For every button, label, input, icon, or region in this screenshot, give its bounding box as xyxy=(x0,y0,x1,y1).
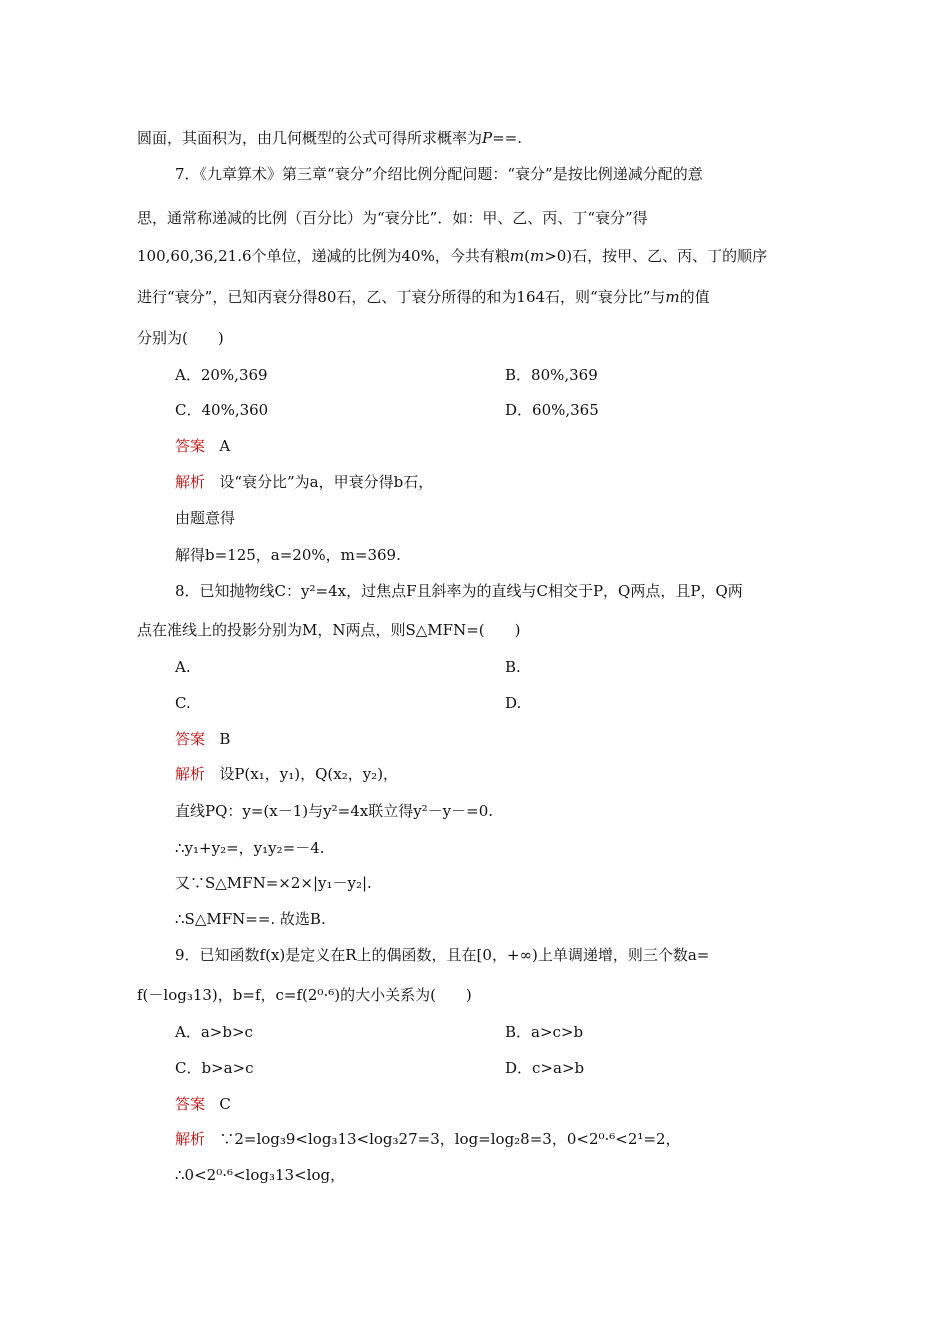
answer-label: 答案 xyxy=(175,730,206,748)
text: 100,60,36,21.6个单位，递减的比例为40%，今共有粮 xyxy=(137,247,510,265)
question-7-line: 思，通常称递减的比例（百分比）为“衰分比”．如：甲、乙、丙、丁“衰分”得 xyxy=(137,209,648,227)
answer-value: A xyxy=(219,437,231,455)
text: 圆面，其面积为，由几何概型的公式可得所求概率为 xyxy=(137,129,483,147)
question-8-line: 8．已知抛物线C：y²=4x，过焦点F且斜率为的直线与C相交于P，Q两点，且P，Q两 xyxy=(175,582,743,600)
text: m xyxy=(665,288,680,306)
answer-line xyxy=(175,436,230,456)
question-7-line: 分别为( ) xyxy=(137,329,224,347)
text: P xyxy=(482,129,493,147)
option-a: A. xyxy=(175,658,191,676)
solution-line: ∴0<2⁰·⁶<log₃13<log， xyxy=(175,1166,346,1184)
question-7-line xyxy=(137,287,710,307)
solution-line: ∴y₁+y₂=，y₁y₂=－4. xyxy=(175,839,325,857)
solution-line: 由题意得 xyxy=(175,509,236,527)
solution-label: 解析 xyxy=(175,473,206,491)
option-c: C．40%,360 xyxy=(175,401,269,419)
text-line xyxy=(137,128,522,148)
question-8-line: 点在准线上的投影分别为M，N两点，则S△MFN=( ) xyxy=(137,621,521,639)
text: >0)石，按甲、乙、丙、丁的顺序 xyxy=(544,247,768,265)
text: ∵2=log₃9<log₃13<log₃27=3，log=log₂8=3，0<2⁰·⁶<2¹=2， xyxy=(219,1130,681,1148)
text: 设P(x₁，y₁)，Q(x₂，y₂)， xyxy=(219,765,399,783)
text: 的值 xyxy=(679,288,710,306)
solution-line: ∴S△MFN==. 故选B. xyxy=(175,910,326,928)
text: m xyxy=(529,247,545,265)
solution-line xyxy=(175,1129,681,1149)
solution-label: 解析 xyxy=(175,765,206,783)
option-b: B．80%,369 xyxy=(505,366,598,384)
option-c: C．b>a>c xyxy=(175,1059,254,1077)
text: 设“衰分比”为a，甲衰分得b石， xyxy=(219,473,434,491)
answer-value: B xyxy=(219,730,231,748)
option-d: D．60%,365 xyxy=(505,401,599,419)
text: 进行“衰分”，已知丙衰分得80石，乙、丁衰分所得的和为164石，则“衰分比”与 xyxy=(137,288,666,306)
solution-line: 又∵S△MFN=×2×|y₁－y₂|. xyxy=(175,874,372,892)
option-d: D. xyxy=(505,694,522,712)
option-b: B．a>c>b xyxy=(505,1023,584,1041)
answer-line xyxy=(175,729,230,749)
solution-line xyxy=(175,472,433,492)
solution-label: 解析 xyxy=(175,1130,206,1148)
option-a: A．20%,369 xyxy=(175,366,268,384)
option-d: D．c>a>b xyxy=(505,1059,585,1077)
question-7-line xyxy=(137,246,767,266)
text: ==. xyxy=(492,129,523,147)
text: ( xyxy=(524,247,530,265)
question-9-line: f(－log₃13)，b=f，c=f(2⁰·⁶)的大小关系为( ) xyxy=(137,986,472,1004)
answer-line xyxy=(175,1094,231,1114)
solution-line: 解得b=125，a=20%，m=369. xyxy=(175,546,401,564)
answer-label: 答案 xyxy=(175,1095,206,1113)
answer-value: C xyxy=(219,1095,231,1113)
text: m xyxy=(509,247,525,265)
question-9-line: 9．已知函数f(x)是定义在R上的偶函数，且在[0，+∞)上单调递增，则三个数a= xyxy=(175,946,710,964)
option-a: A．a>b>c xyxy=(175,1023,253,1041)
answer-label: 答案 xyxy=(175,437,206,455)
solution-line: 直线PQ：y=(x－1)与y²=4x联立得y²－y－=0. xyxy=(175,802,494,820)
option-c: C. xyxy=(175,694,191,712)
option-b: B. xyxy=(505,658,521,676)
solution-line xyxy=(175,764,398,784)
question-7-line: 7．《九章算术》第三章“衰分”介绍比例分配问题：“衰分”是按比例递减分配的意 xyxy=(175,165,703,183)
